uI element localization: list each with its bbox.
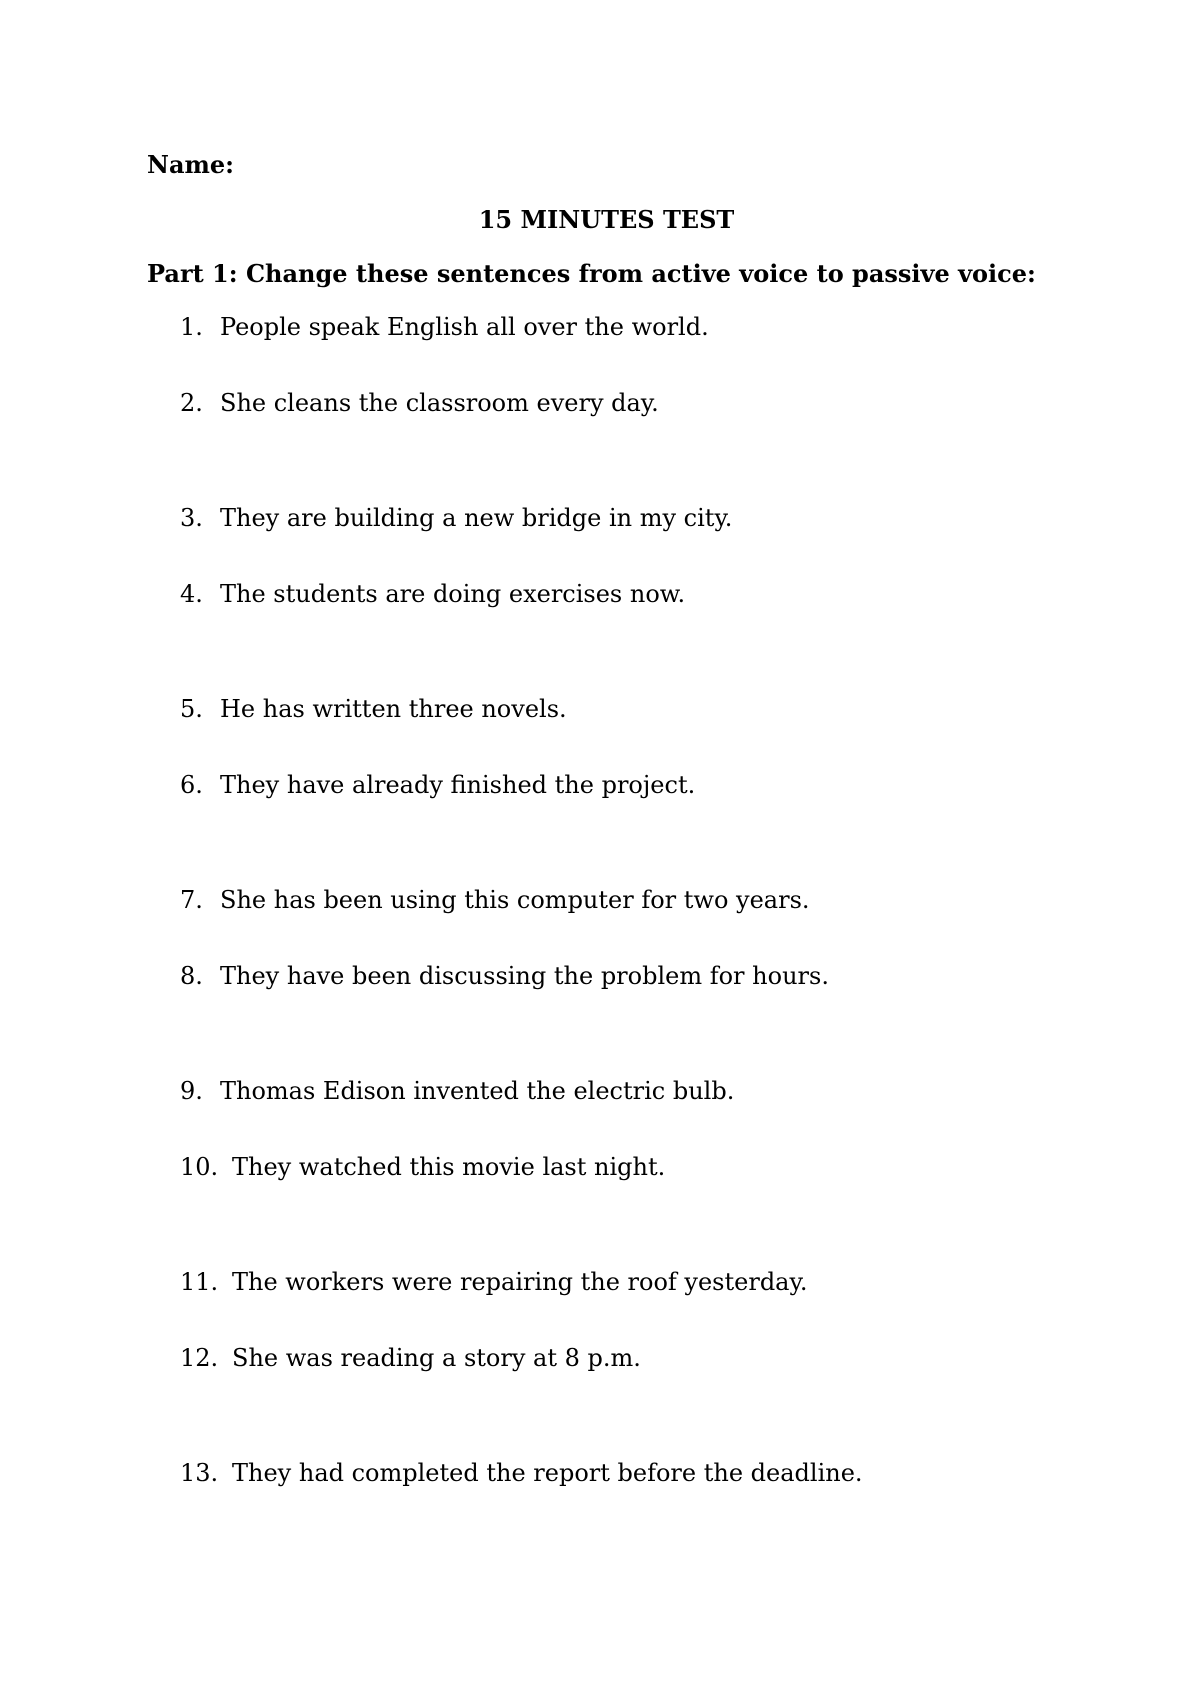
question-number: 10. xyxy=(180,1153,219,1181)
question-item xyxy=(180,388,659,418)
question-text: She has been using this computer for two years. xyxy=(220,886,810,914)
question-number: 13. xyxy=(180,1459,219,1487)
question-text: She cleans the classroom every day. xyxy=(220,389,659,417)
question-number: 4. xyxy=(180,580,203,608)
question-item xyxy=(180,1343,641,1373)
question-text: She was reading a story at 8 p.m. xyxy=(232,1344,641,1372)
question-text: They are building a new bridge in my city. xyxy=(220,504,733,532)
part-heading: Part 1: Change these sentences from active voice to passive voice: xyxy=(147,259,1036,288)
question-number: 5. xyxy=(180,695,203,723)
question-number: 2. xyxy=(180,389,203,417)
question-number: 1. xyxy=(180,313,203,341)
question-item xyxy=(180,770,695,800)
question-item xyxy=(180,1152,665,1182)
question-text: They have already finished the project. xyxy=(220,771,696,799)
question-text: People speak English all over the world. xyxy=(220,313,709,341)
question-text: They had completed the report before the deadline. xyxy=(232,1459,863,1487)
question-text: The workers were repairing the roof yesterday. xyxy=(232,1268,808,1296)
question-text: He has written three novels. xyxy=(220,695,567,723)
question-number: 12. xyxy=(180,1344,219,1372)
question-number: 11. xyxy=(180,1268,219,1296)
name-label: Name: xyxy=(147,150,235,179)
question-item xyxy=(180,312,709,342)
question-number: 3. xyxy=(180,504,203,532)
question-text: They have been discussing the problem for hours. xyxy=(220,962,829,990)
question-item xyxy=(180,1458,863,1488)
question-number: 7. xyxy=(180,886,203,914)
question-number: 9. xyxy=(180,1077,203,1105)
question-item xyxy=(180,885,810,915)
question-text: Thomas Edison invented the electric bulb. xyxy=(220,1077,735,1105)
question-item xyxy=(180,503,732,533)
question-number: 8. xyxy=(180,962,203,990)
question-item xyxy=(180,961,829,991)
question-text: The students are doing exercises now. xyxy=(220,580,686,608)
question-item xyxy=(180,694,567,724)
question-text: They watched this movie last night. xyxy=(232,1153,666,1181)
question-item xyxy=(180,1267,807,1297)
question-number: 6. xyxy=(180,771,203,799)
question-item xyxy=(180,1076,734,1106)
question-item xyxy=(180,579,685,609)
test-title: 15 MINUTES TEST xyxy=(478,205,735,234)
